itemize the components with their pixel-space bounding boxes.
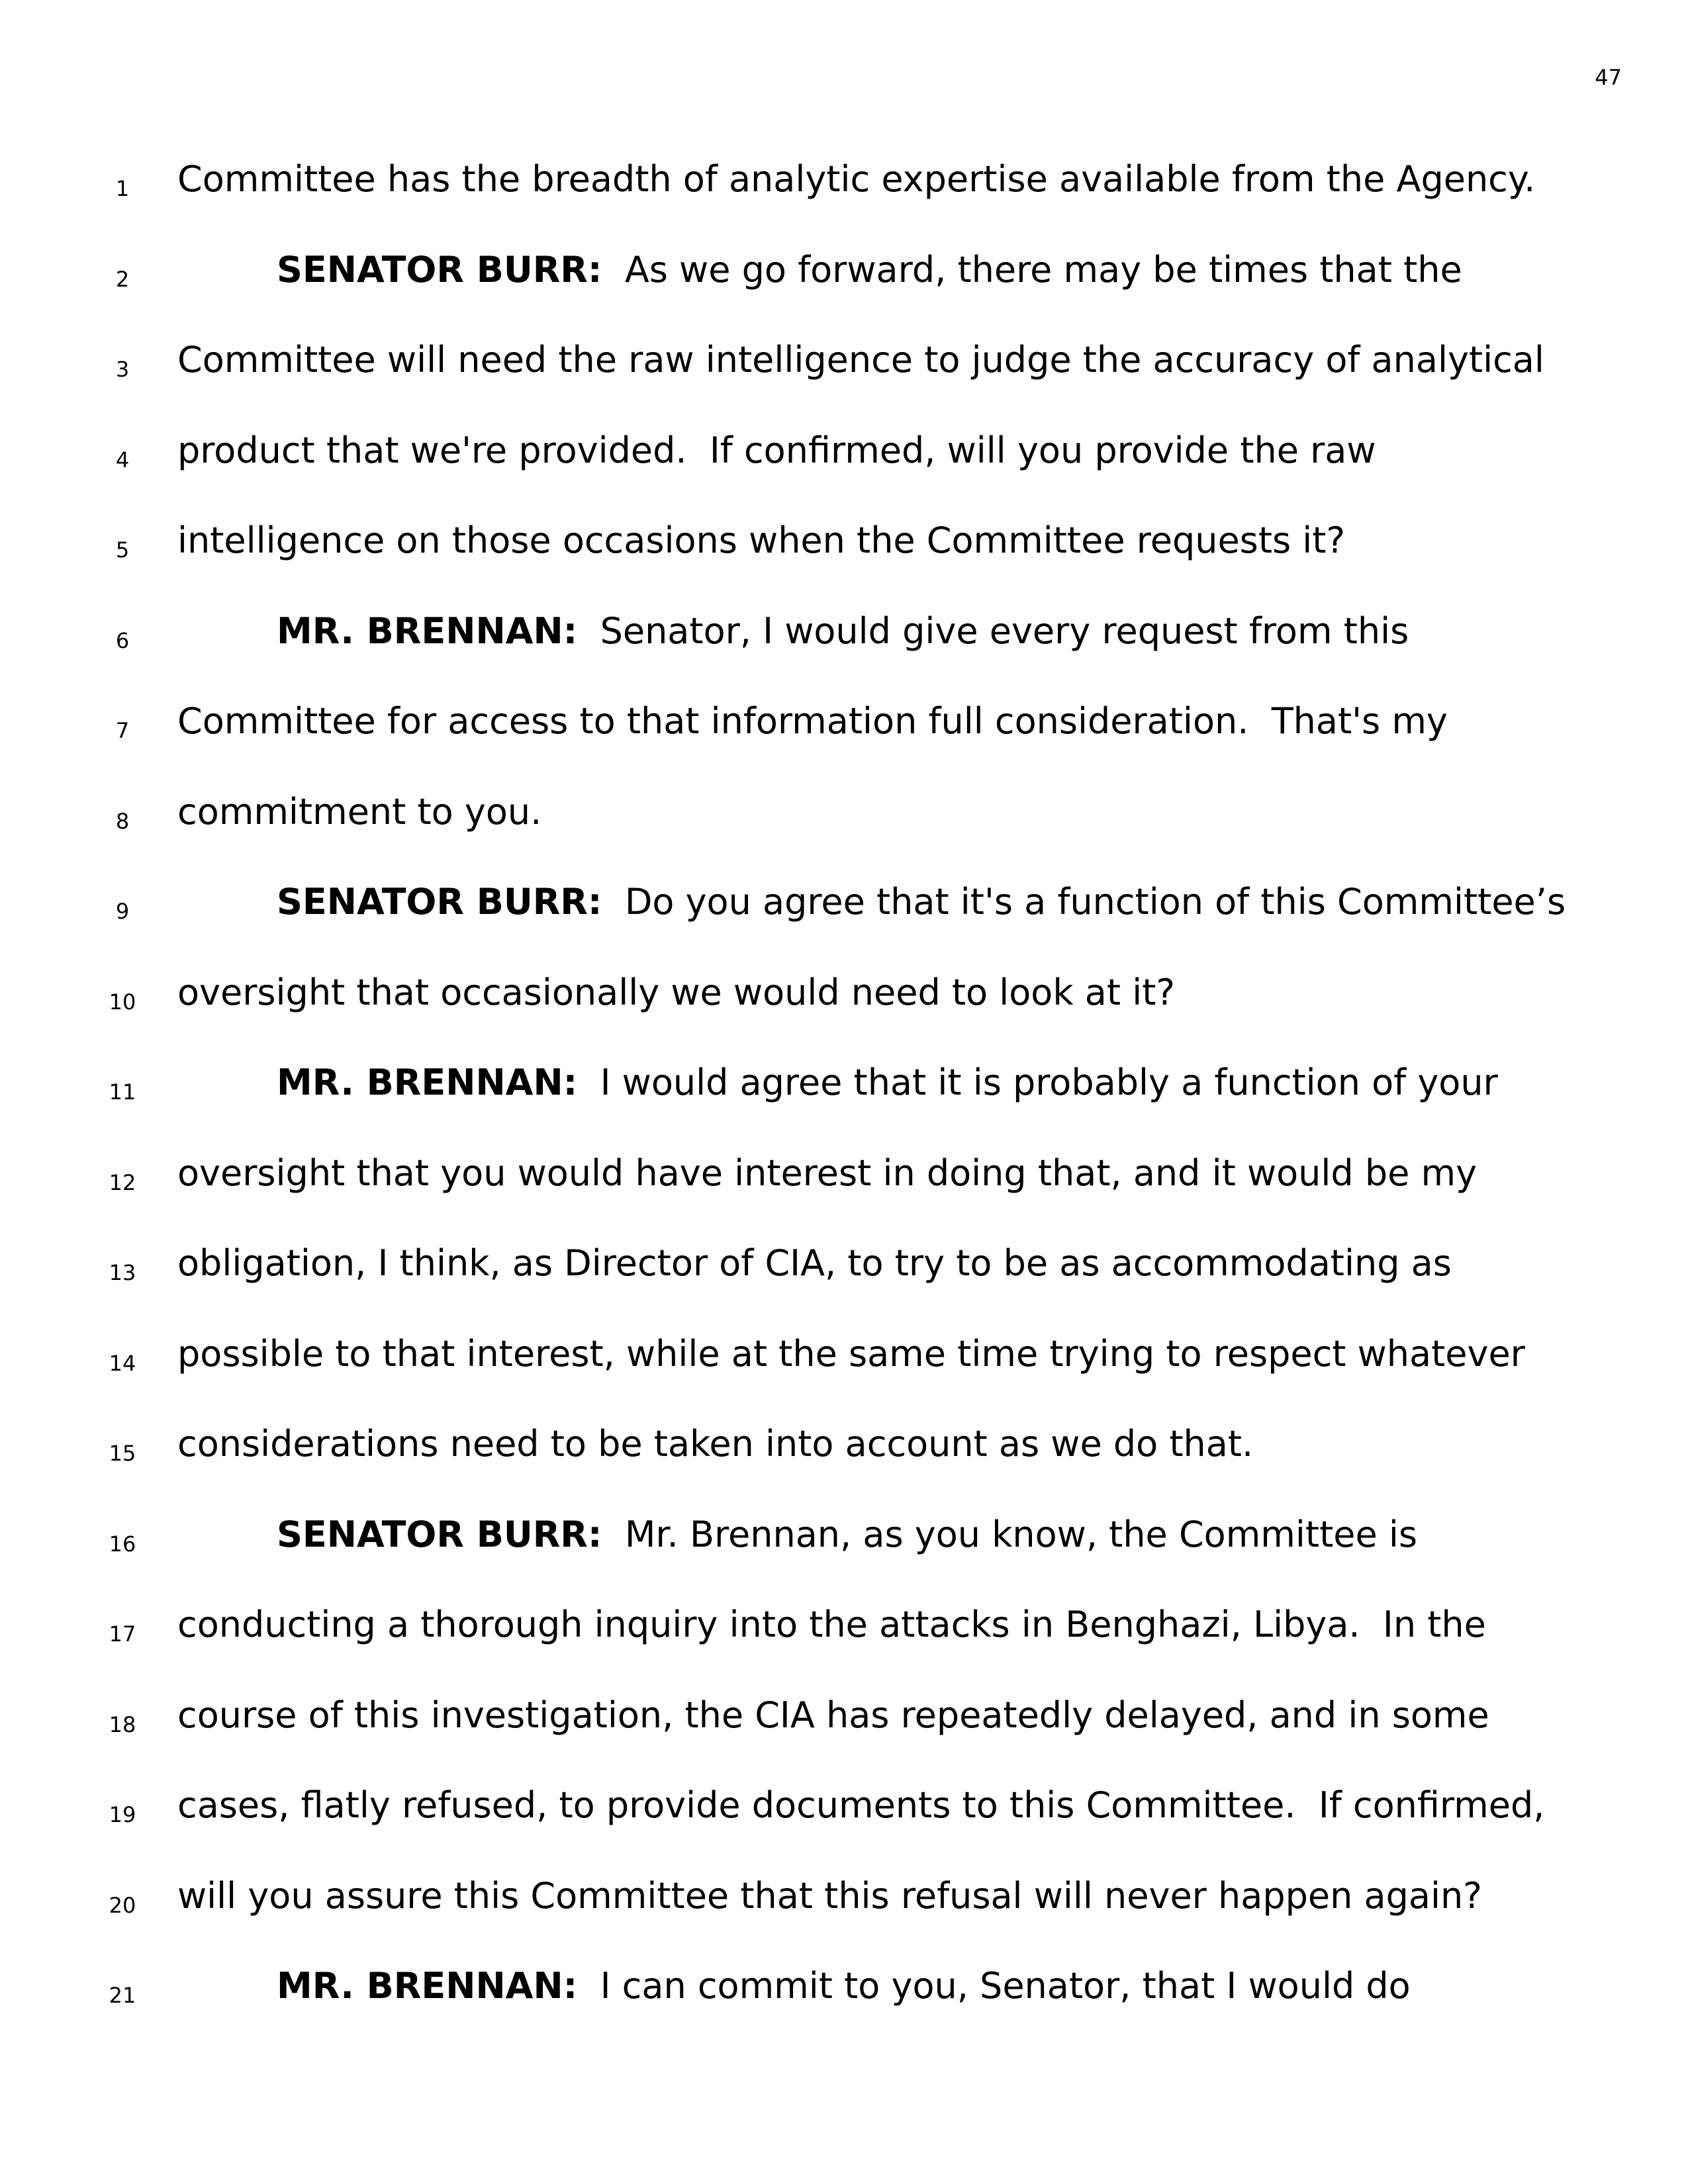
line-number: 20 xyxy=(109,1892,136,1918)
line-text xyxy=(177,428,1376,474)
line-text xyxy=(177,1873,1482,1919)
line-text xyxy=(177,337,1544,383)
transcript-line xyxy=(0,422,1688,513)
line-text xyxy=(177,1331,1525,1377)
line-number: 3 xyxy=(115,357,130,382)
line-text xyxy=(277,1963,1411,2009)
line-number: 15 xyxy=(109,1441,136,1466)
line-text xyxy=(177,156,1535,203)
transcript-line xyxy=(0,242,1688,332)
line-content: oversight that you would have interest in doing that, and it would be my xyxy=(177,1152,1477,1194)
line-content: cases, flatly refused, to provide documents to this Committee. If confirmed, xyxy=(177,1784,1545,1826)
transcript-line xyxy=(0,603,1688,694)
transcript-line xyxy=(0,332,1688,422)
line-content: As we go forward, there may be times that the xyxy=(624,248,1462,291)
line-content: considerations need to be taken into account as we do that. xyxy=(177,1423,1254,1465)
line-number: 12 xyxy=(109,1169,136,1195)
line-number: 11 xyxy=(109,1079,136,1105)
line-content: Do you agree that it's a function of this Committee’s xyxy=(624,881,1566,923)
transcript-line xyxy=(0,1777,1688,1868)
transcript-line xyxy=(0,693,1688,784)
line-content: Committee for access to that information full consideration. That's my xyxy=(177,700,1448,742)
line-text xyxy=(277,1512,1417,1558)
transcript-line xyxy=(0,1326,1688,1416)
speaker-label: MR. BRENNAN: xyxy=(277,610,578,652)
line-text xyxy=(277,247,1462,293)
line-number: 8 xyxy=(115,808,130,834)
transcript-line xyxy=(0,1235,1688,1326)
line-text xyxy=(177,518,1345,564)
line-number: 17 xyxy=(109,1621,136,1647)
line-content: Senator, I would give every request from this xyxy=(600,610,1409,652)
transcript-line xyxy=(0,1054,1688,1145)
line-number: 6 xyxy=(115,627,130,653)
line-text xyxy=(177,1240,1452,1287)
line-content: product that we're provided. If confirmed, will you provide the raw xyxy=(177,429,1376,471)
line-number: 2 xyxy=(115,266,130,292)
line-number: 9 xyxy=(115,899,130,924)
line-number: 5 xyxy=(115,537,130,563)
line-number: 18 xyxy=(109,1711,136,1737)
line-content: Mr. Brennan, as you know, the Committee is xyxy=(624,1513,1417,1555)
line-number: 10 xyxy=(109,989,136,1015)
line-content: oversight that occasionally we would need to look at it? xyxy=(177,971,1176,1013)
speaker-label: MR. BRENNAN: xyxy=(277,1062,578,1103)
line-number: 7 xyxy=(115,718,130,743)
line-content: Committee has the breadth of analytic expertise available from the Agency. xyxy=(177,158,1536,200)
transcript-line xyxy=(0,1596,1688,1687)
transcript-line xyxy=(0,784,1688,874)
line-content: I would agree that it is probably a function of your xyxy=(600,1062,1498,1103)
transcript-line xyxy=(0,1687,1688,1778)
transcript-line xyxy=(0,512,1688,603)
line-text xyxy=(177,789,541,835)
speaker-label: SENATOR BURR: xyxy=(277,881,602,923)
transcript-line xyxy=(0,1958,1688,2048)
line-text xyxy=(177,698,1448,745)
line-text xyxy=(177,1782,1544,1829)
line-content: commitment to you. xyxy=(177,790,542,833)
line-content: will you assure this Committee that this refusal will never happen again? xyxy=(177,1874,1482,1917)
line-number: 13 xyxy=(109,1260,136,1285)
page-number: 47 xyxy=(1595,65,1622,90)
line-number: 14 xyxy=(109,1350,136,1376)
line-text xyxy=(277,879,1566,925)
transcript-line xyxy=(0,1506,1688,1597)
speaker-label: SENATOR BURR: xyxy=(277,1513,602,1555)
line-text xyxy=(277,608,1409,655)
transcript-line xyxy=(0,1416,1688,1506)
line-content: intelligence on those occasions when the Committee requests it? xyxy=(177,520,1346,561)
line-content: course of this investigation, the CIA has repeatedly delayed, and in some xyxy=(177,1694,1489,1736)
line-content: obligation, I think, as Director of CIA, to try to be as accommodating as xyxy=(177,1242,1452,1284)
line-number: 21 xyxy=(109,1983,136,2008)
line-text xyxy=(177,1602,1486,1648)
line-number: 4 xyxy=(115,447,130,473)
line-content: conducting a thorough inquiry into the attacks in Benghazi, Libya. In the xyxy=(177,1604,1486,1645)
transcript-line xyxy=(0,874,1688,964)
line-text xyxy=(277,1060,1498,1106)
line-text xyxy=(177,1150,1477,1197)
line-text xyxy=(177,1692,1489,1739)
transcript-line xyxy=(0,1868,1688,1958)
line-number: 16 xyxy=(109,1531,136,1557)
transcript-line xyxy=(0,964,1688,1055)
line-content: possible to that interest, while at the same time trying to respect whatever xyxy=(177,1332,1525,1375)
speaker-label: MR. BRENNAN: xyxy=(277,1965,578,2007)
line-content: I can commit to you, Senator, that I would do xyxy=(600,1965,1411,2007)
line-number: 1 xyxy=(115,176,130,201)
transcript-line xyxy=(0,1145,1688,1236)
line-text xyxy=(177,970,1175,1016)
transcript-line xyxy=(0,151,1688,242)
line-number: 19 xyxy=(109,1802,136,1827)
line-text xyxy=(177,1421,1253,1467)
transcript-body xyxy=(0,151,1688,2048)
line-content: Committee will need the raw intelligence to judge the accuracy of analytical xyxy=(177,339,1544,381)
speaker-label: SENATOR BURR: xyxy=(277,248,602,291)
